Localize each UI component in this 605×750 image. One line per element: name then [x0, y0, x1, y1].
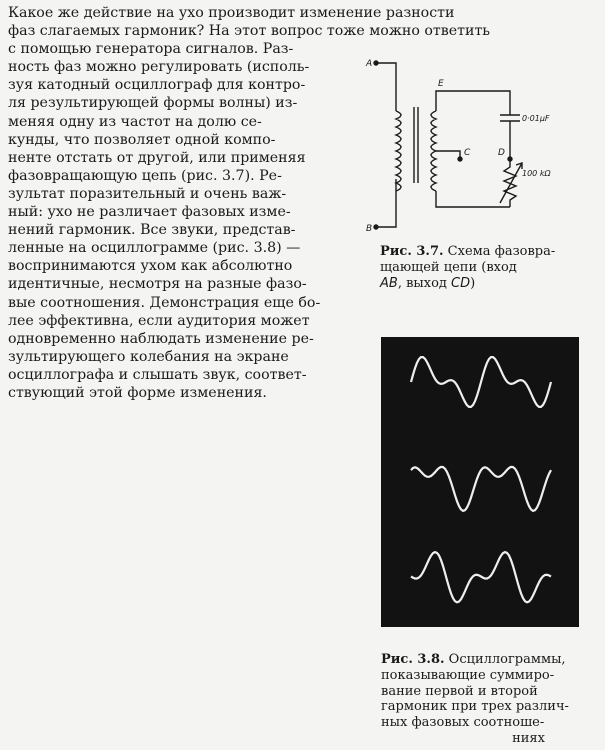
text-line: нений гармоник. Все звуки, представ- — [8, 222, 296, 239]
caption-text: щающей цепи (вход — [380, 260, 517, 275]
text-line: ленные на осциллограмме (рис. 3.8) — — [8, 240, 301, 257]
text-line: меняя одну из частот на долю се- — [8, 113, 262, 130]
bottom-wire — [436, 191, 510, 207]
resistor — [504, 159, 516, 207]
input-lead-a — [378, 63, 396, 111]
label-b: B — [366, 224, 373, 234]
caption-text: вание первой и второй — [381, 683, 538, 699]
terminal-a — [374, 61, 378, 65]
text-line: ненте отстать от другой, или применяя — [8, 149, 306, 166]
text-line: зультат поразительный и очень важ- — [8, 185, 287, 202]
caption-text: ) — [470, 276, 476, 291]
capacitor-value: 0·01μF — [522, 114, 550, 123]
caption-text: Осциллограммы, — [448, 652, 566, 667]
figure-3-7-caption — [380, 244, 600, 292]
top-wire — [436, 91, 510, 115]
terminal-b — [374, 225, 378, 229]
text-line: одновременно наблюдать изменение ре- — [8, 330, 314, 347]
label-c: C — [464, 148, 471, 158]
text-line: с помощью генератора сигналов. Раз- — [8, 41, 294, 58]
label-d: D — [498, 148, 505, 158]
text-line: осциллографа и слышать звук, соответ- — [8, 366, 307, 383]
text-line: вые соотношения. Демонстрация еще бо- — [8, 294, 321, 311]
text-line: ствующий этой форме изменения. — [8, 384, 267, 401]
resistor-value: 100 kΩ — [522, 169, 551, 178]
center-tap-wire — [436, 151, 460, 159]
caption-input-label: AB — [380, 276, 398, 291]
caption-text: ных фазовых соотноше- — [381, 715, 545, 731]
caption-text: гармоник при трех различ- — [381, 699, 569, 715]
text-line: Какое же действие на ухо производит изменение разности — [8, 5, 455, 21]
primary-winding — [396, 111, 401, 191]
text-line: идентичные, несмотря на разные фазо- — [8, 276, 307, 293]
variable-arrow — [500, 163, 522, 203]
figure-3-8-caption — [381, 652, 586, 747]
caption-text: , выход — [397, 276, 452, 291]
text-line: лее эффективна, если аудитория может — [8, 312, 310, 329]
caption-number: Рис. 3.8. — [381, 652, 445, 667]
text-line: ность фаз можно регулировать (исполь- — [8, 59, 310, 76]
phase-shift-circuit-diagram — [360, 55, 600, 235]
terminal-c — [458, 157, 462, 161]
text-line: фаз слагаемых гармоник? На этот вопрос тоже можно ответить — [8, 23, 491, 40]
text-line: фазовращающую цепь (рис. 3.7). Ре- — [8, 167, 282, 184]
text-line: ля результирующей формы волны) из- — [8, 95, 298, 112]
caption-output-label: CD — [451, 276, 471, 291]
oscillogram-photo — [381, 337, 579, 627]
text-line: зуя катодный осциллограф для контро- — [8, 77, 306, 94]
label-e: E — [438, 79, 444, 89]
label-a: A — [366, 59, 373, 69]
text-line: ный: ухо не различает фазовых изме- — [8, 204, 291, 221]
caption-text: ниях — [512, 730, 545, 746]
caption-number: Рис. 3.7. — [380, 244, 444, 259]
caption-text: Схема фазовра- — [447, 244, 556, 259]
text-line: кунды, что позволяет одной компо- — [8, 131, 276, 148]
input-lead-b — [378, 179, 396, 227]
secondary-winding — [431, 111, 436, 191]
text-line: воспринимаются ухом как абсолютно — [8, 258, 293, 275]
text-line: зультирующего колебания на экране — [8, 348, 289, 365]
caption-text: показывающие суммиро- — [381, 667, 555, 683]
